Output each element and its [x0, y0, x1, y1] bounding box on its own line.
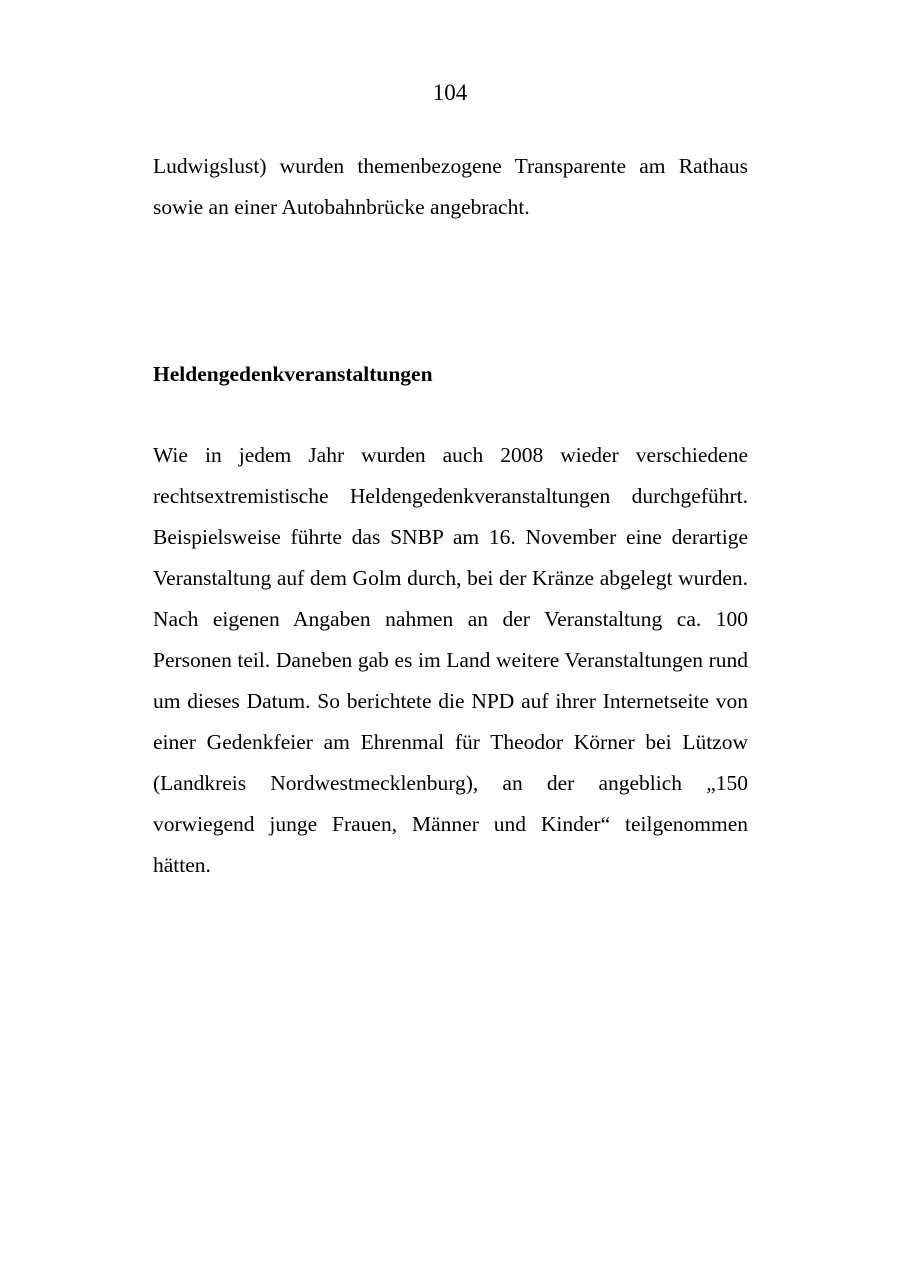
section-heading: Heldengedenkveranstaltungen	[153, 362, 433, 386]
page-number: 104	[432, 80, 468, 105]
body-paragraph-1: Ludwigslust) wurden themenbezogene Transparente am Rathaus sowie an einer Autobahnbrücke angebracht.	[153, 154, 748, 219]
body-paragraph-2: Wie in jedem Jahr wurden auch 2008 wieder verschiedene rechtsextremistische Heldengedenkveranstaltungen durchgeführt. Beispielsweise führte das SNBP am 16. November eine derartige Veranstaltung auf dem Golm durch, bei der Kränze abgelegt wurden. Nach eigenen Angaben nahmen an der Veranstaltung ca. 100 Personen teil. Daneben gab es im Land weitere Veranstaltungen rund um dieses Datum. So berichtete die NPD auf ihrer Internetseite von einer Gedenkfeier am Ehrenmal für Theodor Körner bei Lützow (Landkreis Nordwestmecklenburg), an der angeblich „150 vorwiegend junge Frauen, Männer und Kinder“ teilgenommen hätten.	[153, 443, 748, 877]
